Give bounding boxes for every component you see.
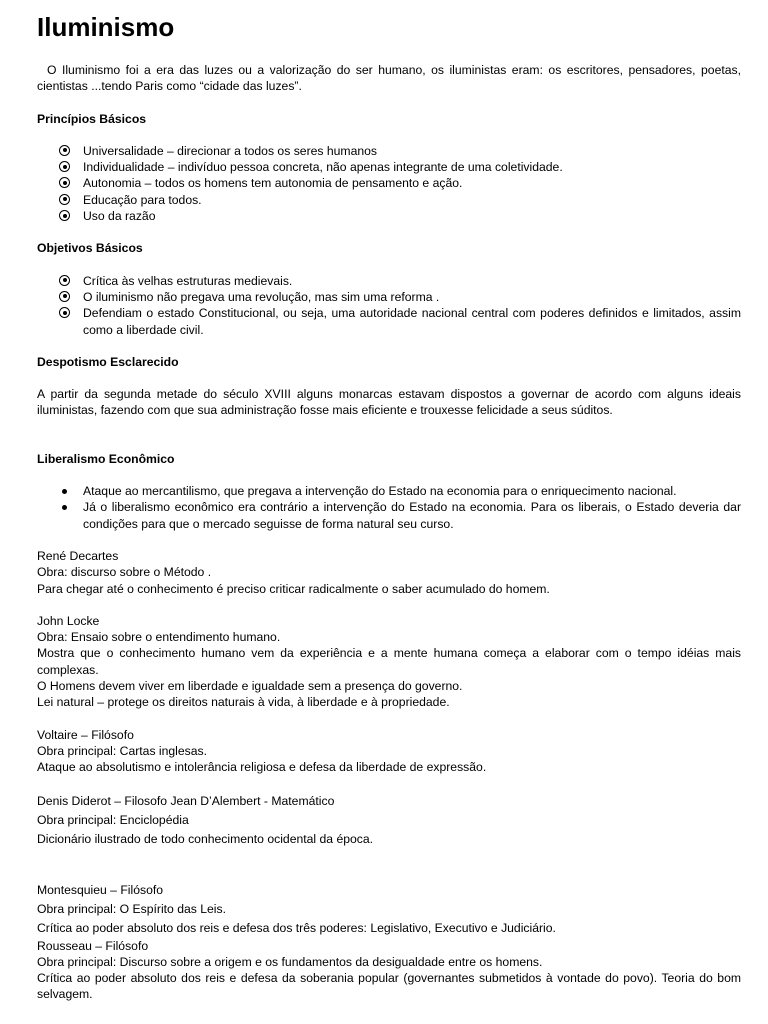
- page-title: Iluminismo: [37, 12, 175, 42]
- philosopher-name: Rousseau – Filósofo: [37, 938, 149, 953]
- philosopher-work: Obra principal: Cartas inglesas.: [37, 743, 208, 758]
- locke-section: [37, 613, 741, 711]
- list-item: Autonomia – todos os homens tem autonomia de pensamento e ação.: [37, 175, 741, 191]
- list-item: Individualidade – indivíduo pessoa concreta, não apenas integrante de uma coletividade.: [37, 159, 741, 175]
- philosopher-description: Crítica ao poder absoluto dos reis e defesa da soberania popular (governantes submetidos à vontade do povo). Teoria do bom selvagem.: [37, 971, 741, 1002]
- montesquieu-section: [37, 881, 741, 938]
- list-item: Ataque ao mercantilismo, que pregava a intervenção do Estado na economia para o enriquecimento nacional.: [37, 483, 741, 499]
- radio-bullet-icon: [59, 307, 70, 318]
- document-page: [37, 10, 741, 1003]
- despotismo-paragraph: A partir da segunda metade do século XVIII alguns monarcas estavam dispostos a governar de acordo com alguns ideais iluministas, fazendo com que sua administração fosse mais eficiente e trouxesse felicidade a seus súditos.: [37, 387, 741, 418]
- philosopher-work: Obra: Ensaio sobre o entendimento humano.: [37, 630, 281, 645]
- principios-heading: Princípios Básicos: [37, 111, 147, 126]
- bullet-dot-icon: [62, 489, 67, 494]
- liberalismo-heading: Liberalismo Econômico: [37, 451, 175, 466]
- philosopher-description: Lei natural – protege os direitos naturais à vida, à liberdade e à propriedade.: [37, 695, 450, 710]
- objetivos-heading: Objetivos Básicos: [37, 241, 143, 256]
- philosopher-name: John Locke: [37, 613, 100, 628]
- philosopher-work: Obra principal: O Espírito das Leis.: [37, 901, 226, 916]
- philosopher-name: Denis Diderot – Filosofo Jean D’Alembert - Matemático: [37, 793, 335, 808]
- despotismo-heading: Despotismo Esclarecido: [37, 354, 179, 369]
- philosopher-name: René Decartes: [37, 548, 119, 563]
- radio-bullet-icon: [59, 210, 70, 221]
- objetivos-list: [37, 273, 741, 338]
- list-item: Educação para todos.: [37, 192, 741, 208]
- list-item: Universalidade – direcionar a todos os seres humanos: [37, 143, 741, 159]
- voltaire-section: [37, 727, 741, 776]
- list-item: Defendiam o estado Constitucional, ou seja, uma autoridade nacional central com poderes definidos e limitados, assim como a liberdade civil.: [37, 305, 741, 338]
- bullet-dot-icon: [62, 505, 67, 510]
- radio-bullet-icon: [59, 275, 70, 286]
- philosopher-work: Obra principal: Discurso sobre a origem e os fundamentos da desigualdade entre os homens.: [37, 954, 543, 969]
- radio-bullet-icon: [59, 194, 70, 205]
- philosopher-work: Obra principal: Enciclopédia: [37, 812, 189, 827]
- philosopher-description: Mostra que o conhecimento humano vem da experiência e a mente humana começa a elaborar com o tempo idéias mais complexas.: [37, 646, 741, 677]
- rousseau-section: [37, 938, 741, 1003]
- principios-list: [37, 143, 741, 224]
- philosopher-work: Obra: discurso sobre o Método .: [37, 565, 212, 580]
- radio-bullet-icon: [59, 177, 70, 188]
- philosopher-name: Voltaire – Filósofo: [37, 727, 134, 742]
- diderot-section: [37, 792, 741, 849]
- list-item: Já o liberalismo econômico era contrário a intervenção do Estado na economia. Para os liberais, o Estado deveria dar condições para que o mercado seguisse de forma natural seu curso.: [37, 499, 741, 532]
- philosopher-description: O Homens devem viver em liberdade e igualdade sem a presença do governo.: [37, 679, 463, 694]
- philosopher-description: Ataque ao absolutismo e intolerância religiosa e defesa da liberdade de expressão.: [37, 760, 487, 775]
- list-item: Uso da razão: [37, 208, 741, 224]
- liberalismo-list: [37, 483, 741, 532]
- philosopher-description: Dicionário ilustrado de todo conhecimento ocidental da época.: [37, 831, 374, 846]
- philosopher-description: Para chegar até o conhecimento é preciso criticar radicalmente o saber acumulado do homem.: [37, 581, 550, 596]
- radio-bullet-icon: [59, 145, 70, 156]
- philosopher-description: Crítica ao poder absoluto dos reis e defesa dos três poderes: Legislativo, Executivo e Judiciário.: [37, 920, 556, 935]
- list-item: O iluminismo não pregava uma revolução, mas sim uma reforma .: [37, 289, 741, 305]
- radio-bullet-icon: [59, 161, 70, 172]
- descartes-section: [37, 548, 741, 597]
- philosopher-name: Montesquieu – Filósofo: [37, 882, 164, 897]
- list-item: Crítica às velhas estruturas medievais.: [37, 273, 741, 289]
- radio-bullet-icon: [59, 291, 70, 302]
- intro-paragraph: O Iluminismo foi a era das luzes ou a valorização do ser humano, os iluministas eram: os escritores, pensadores, poetas, cientistas ...tendo Paris como “cidade das luzes”.: [37, 63, 741, 94]
